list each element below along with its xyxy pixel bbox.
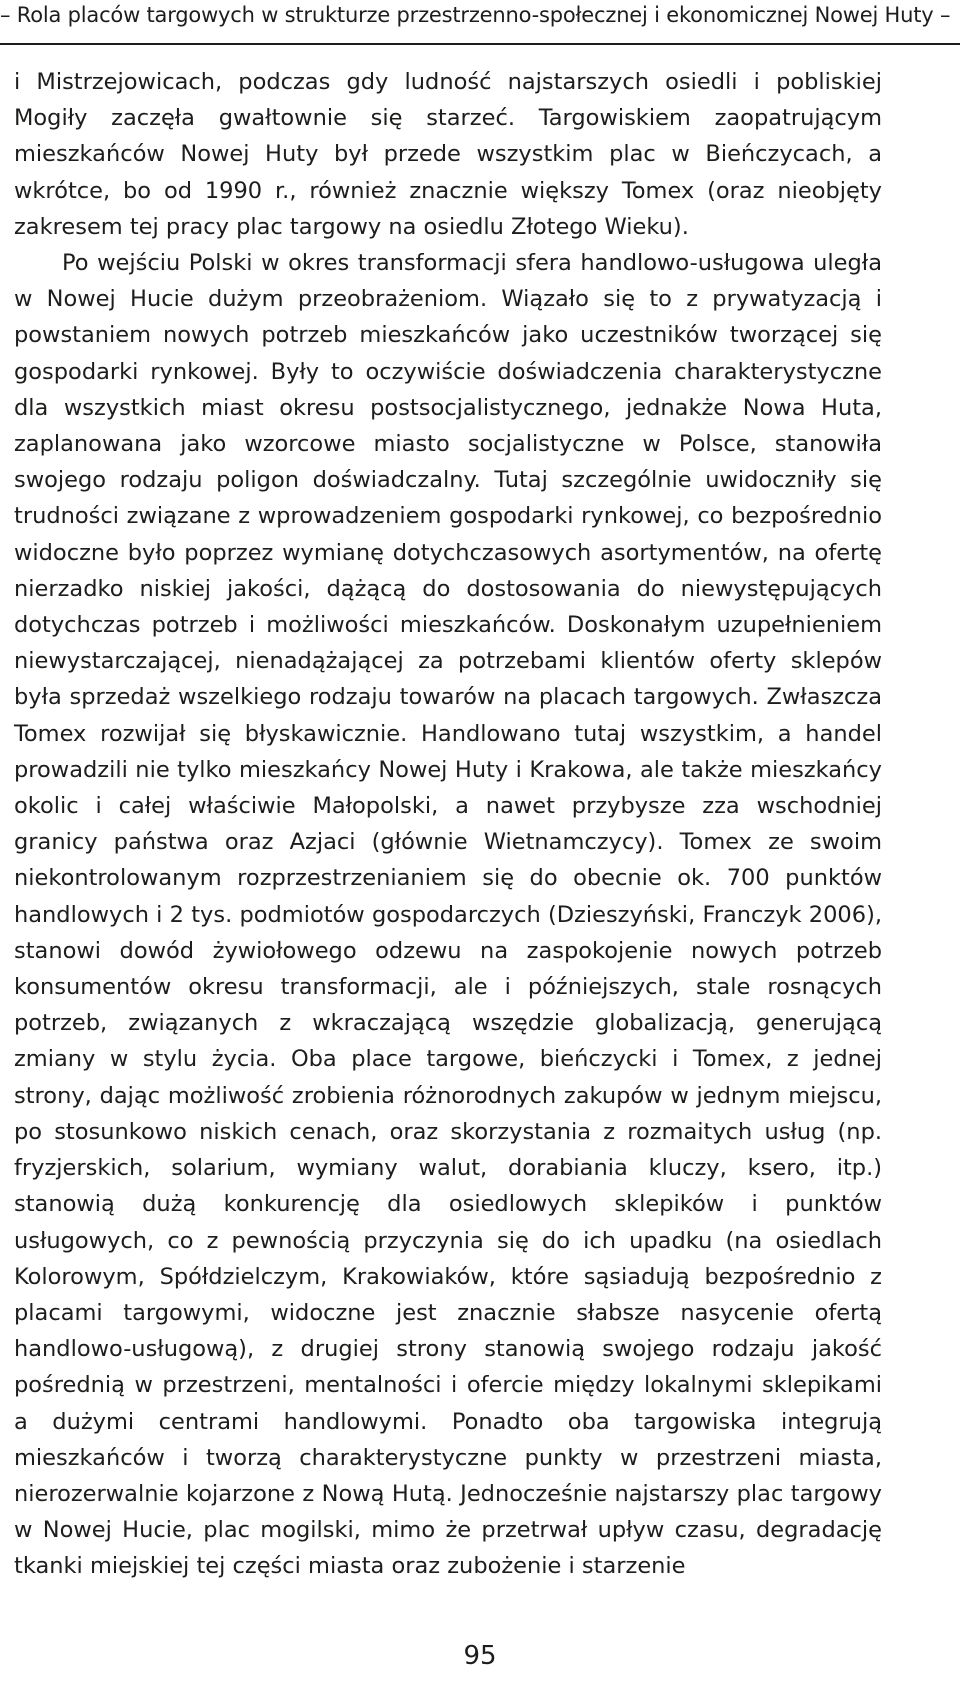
main-text bbox=[14, 64, 882, 1585]
running-header: – Rola placów targowych w strukturze przestrzenno-społecznej i ekonomicznej Nowej Huty – bbox=[0, 3, 951, 27]
paragraph-transformation: Po wejściu Polski w okres transformacji sfera handlowo-usługowa uległa w Nowej Hucie dużym przeobrażeniom. Wiązało się to z prywatyzacją i powstaniem nowych potrzeb mieszkańców jako uczestników tworzącej się gospodarki rynkowej. Były to oczywiście doświadczenia charakterystyczne dla wszystkich miast okresu postsocjalistycznego, jednakże Nowa Huta, zaplanowana jako wzorcowe miasto socjalistyczne w Polsce, stanowiła swojego rodzaju poligon doświadczalny. Tutaj szczególnie uwidoczniły się trudności związane z wprowadzeniem gospodarki rynkowej, co bezpośrednio widoczne było poprzez wymianę dotychczasowych asortymentów, na ofertę nierzadko niskiej jakości, dążącą do dostosowania do niewystępujących dotychczas potrzeb i możliwości mieszkańców. Doskonałym uzupełnieniem niewystarczającej, nienadążającej za potrzebami klientów oferty sklepów była sprzedaż wszelkiego rodzaju towarów na placach targowych. Zwłaszcza Tomex rozwijał się błyskawicznie. Handlowano tutaj wszystkim, a handel prowadzili nie tylko mieszkańcy Nowej Huty i Krakowa, ale także mieszkańcy okolic i całej właściwie Małopolski, a nawet przybysze zza wschodniej granicy państwa oraz Azjaci (głównie Wietnamczycy). Tomex ze swoim niekontrolowanym rozprzestrzenianiem się do obecnie ok. 700 punktów handlowych i 2 tys. podmiotów gospodarczych (Dzieszyński, Franczyk 2006), stanowi dowód żywiołowego odzewu na zaspokojenie nowych potrzeb konsumentów okresu transformacji, ale i późniejszych, stale rosnących potrzeb, związanych z wkraczającą wszędzie globalizacją, generującą zmiany w stylu życia. Oba place targowe, bieńczycki i Tomex, z jednej strony, dając możliwość zrobienia różnorodnych zakupów w jednym miejscu, po stosunkowo niskich cenach, oraz skorzystania z rozmaitych usług (np. fryzjerskich, solarium, wymiany walut, dorabiania kluczy, ksero, itp.) stanowią dużą konkurencję dla osiedlowych sklepików i punktów usługowych, co z pewnością przyczynia się do ich upadku (na osiedlach Kolorowym, Spółdzielczym, Krakowiaków, które sąsiadują bezpośrednio z placami targowymi, widoczne jest znacznie słabsze nasycenie ofertą handlowo-usługową), z drugiej strony stanowią swojego rodzaju jakość pośrednią w przestrzeni, mentalności i ofercie między lokalnymi sklepikami a dużymi centrami handlowymi. Ponadto oba targowiska integrują mieszkańców i tworzą charakterystyczne punkty w przestrzeni miasta, nierozerwalnie kojarzone z Nową Hutą. Jednocześnie najstarszy plac targowy w Nowej Hucie, plac mogilski, mimo że przetrwał upływ czasu, degradację tkanki miejskiej tej części miasta oraz zubożenie i starzenie bbox=[14, 250, 882, 1580]
paragraph-continuation: i Mistrzejowicach, podczas gdy ludność najstarszych osiedli i pobliskiej Mogiły zaczęła gwałtownie się starzeć. Targowiskiem zaopatrującym mieszkańców Nowej Huty był przede wszystkim plac w Bieńczycach, a wkrótce, bo od 1990 r., również znacznie większy Tomex (oraz nieobjęty zakresem tej pracy plac targowy na osiedlu Złotego Wieku). bbox=[14, 69, 882, 240]
page-number: 95 bbox=[463, 1641, 497, 1671]
header-rule bbox=[0, 43, 960, 45]
